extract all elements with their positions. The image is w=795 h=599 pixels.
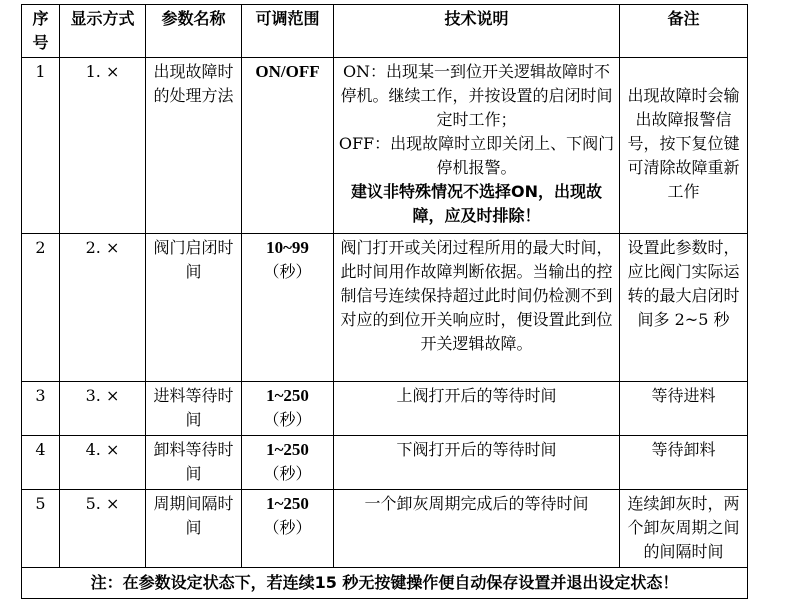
table-row bbox=[22, 436, 748, 490]
cell-desc bbox=[334, 234, 620, 382]
cell-desc bbox=[334, 58, 620, 234]
cell-range bbox=[242, 58, 334, 234]
range-value: ON/OFF bbox=[255, 62, 320, 81]
range-unit: （秒） bbox=[263, 518, 312, 537]
cell-param: 进料等待时间 bbox=[146, 382, 242, 436]
cell-display: 4. × bbox=[60, 436, 146, 490]
cell-range bbox=[242, 382, 334, 436]
cell-remark: 等待卸料 bbox=[620, 436, 748, 490]
desc-warning: 建议非特殊情况不选择ON，出现故障，应及时排除！ bbox=[351, 182, 602, 225]
desc-line: OFF：出现故障时立即关闭上、下阀门停机报警。 bbox=[338, 134, 615, 177]
desc-line: 一个卸灰周期完成后的等待时间 bbox=[364, 494, 589, 513]
table-row bbox=[22, 490, 748, 568]
cell-desc bbox=[334, 436, 620, 490]
desc-line: ON：出现某一到位开关逻辑故障时不停机。继续工作，并按设置的启闭时间定时工作； bbox=[340, 62, 613, 129]
cell-index: 1 bbox=[22, 58, 60, 234]
footer-note: 注：在参数设定状态下，若连续15 秒无按键操作便自动保存设置并退出设定状态！ bbox=[22, 568, 748, 599]
range-value: 1~250 bbox=[266, 494, 309, 513]
table-header-row bbox=[22, 5, 748, 58]
desc-line: 阀门打开或关闭过程所用的最大时间，此时间用作故障判断依据。当输出的控制信号连续保持超过此时间仍检测不到对应的到位开关响应时，便设置此到位开关逻辑故障。 bbox=[340, 238, 613, 353]
table-row bbox=[22, 234, 748, 382]
range-value: 1~250 bbox=[266, 386, 309, 405]
range-unit: （秒） bbox=[263, 464, 312, 483]
cell-range bbox=[242, 436, 334, 490]
cell-remark: 连续卸灰时，两个卸灰周期之间的间隔时间 bbox=[620, 490, 748, 568]
range-value: 1~250 bbox=[266, 440, 309, 459]
table-row bbox=[22, 58, 748, 234]
header-param: 参数名称 bbox=[146, 5, 242, 58]
cell-index: 2 bbox=[22, 234, 60, 382]
cell-display: 1. × bbox=[60, 58, 146, 234]
cell-range bbox=[242, 490, 334, 568]
cell-param: 周期间隔时间 bbox=[146, 490, 242, 568]
cell-display: 5. × bbox=[60, 490, 146, 568]
header-range: 可调范围 bbox=[242, 5, 334, 58]
desc-line: 上阀打开后的等待时间 bbox=[396, 386, 557, 405]
cell-index: 4 bbox=[22, 436, 60, 490]
header-display: 显示方式 bbox=[60, 5, 146, 58]
cell-index: 3 bbox=[22, 382, 60, 436]
cell-param: 卸料等待时间 bbox=[146, 436, 242, 490]
desc-line: 下阀打开后的等待时间 bbox=[396, 440, 557, 459]
cell-param: 出现故障时的处理方法 bbox=[146, 58, 242, 234]
range-unit: （秒） bbox=[263, 262, 312, 281]
parameter-table-container bbox=[21, 4, 748, 599]
cell-desc bbox=[334, 382, 620, 436]
header-index: 序号 bbox=[22, 5, 60, 58]
cell-display: 2. × bbox=[60, 234, 146, 382]
parameter-table bbox=[21, 4, 748, 599]
cell-display: 3. × bbox=[60, 382, 146, 436]
cell-remark: 等待进料 bbox=[620, 382, 748, 436]
range-value: 10~99 bbox=[266, 238, 309, 257]
cell-range bbox=[242, 234, 334, 382]
cell-desc bbox=[334, 490, 620, 568]
cell-remark: 设置此参数时，应比阀门实际运转的最大启闭时间多 2~5 秒 bbox=[620, 234, 748, 382]
table-row bbox=[22, 382, 748, 436]
header-desc: 技术说明 bbox=[334, 5, 620, 58]
header-remark: 备注 bbox=[620, 5, 748, 58]
cell-index: 5 bbox=[22, 490, 60, 568]
range-unit: （秒） bbox=[263, 410, 312, 429]
cell-remark: 出现故障时会输出故障报警信号，按下复位键可清除故障重新工作 bbox=[620, 58, 748, 234]
cell-param: 阀门启闭时间 bbox=[146, 234, 242, 382]
